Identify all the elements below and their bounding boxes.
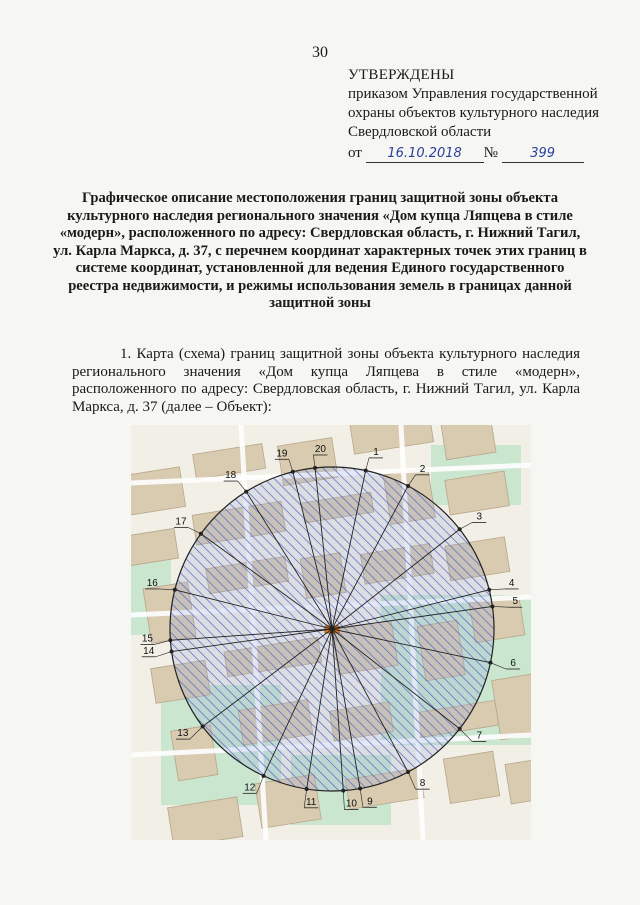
boundary-point <box>170 650 174 654</box>
point-label-7: 7 <box>476 730 483 742</box>
from-label: от <box>348 145 362 161</box>
point-label-3: 3 <box>476 511 483 523</box>
point-label-12: 12 <box>244 782 256 794</box>
boundary-point <box>291 470 295 474</box>
number-label: № <box>483 145 498 161</box>
approval-line-1: приказом Управления государственной <box>348 86 598 102</box>
approval-line-2: охраны объектов культурного наследия <box>348 105 600 121</box>
page-number: 30 <box>312 44 328 61</box>
point-label-18: 18 <box>225 470 237 482</box>
boundary-point <box>406 770 410 774</box>
point-label-5: 5 <box>512 596 519 608</box>
map-svg <box>131 425 531 840</box>
boundary-point <box>168 638 172 642</box>
approval-sign-line <box>348 144 628 163</box>
approval-title: УТВЕРЖДЕНЫ <box>348 67 455 83</box>
point-label-8: 8 <box>419 778 426 790</box>
point-label-14: 14 <box>143 645 155 657</box>
point-label-11: 11 <box>305 796 317 808</box>
document-heading: Графическое описание местоположения границ защитной зоны объекта культурного наследия регионального значения «Дом купца Ляпцева в стиле «модерн», расположенного по адресу: Свердловская область, г. Нижний Тагил, ул. Карла Маркса, д. 37, с перечнем координат характерных точек этих границ в системе координат, установленной для ведения Единого государственного реестра недвижимости, и режимы использования земель в границах данной защитной зоны <box>53 190 587 311</box>
point-label-17: 17 <box>175 516 187 528</box>
section-1-paragraph: 1. Карта (схема) границ защитной зоны объекта культурного наследия регионального значения «Дом купца Ляпцева в стиле «модерн», расположенного по адресу: Свердловская область, г. Нижний Тагил, ул. Карла Маркса, д. 37 (далее – Объект): <box>72 346 580 415</box>
boundary-point <box>199 532 203 536</box>
order-number: 399 <box>502 146 584 163</box>
approval-block <box>348 66 628 163</box>
point-label-10: 10 <box>345 798 357 810</box>
point-label-4: 4 <box>508 577 515 589</box>
point-label-20: 20 <box>314 443 326 455</box>
point-label-15: 15 <box>141 633 153 645</box>
point-label-2: 2 <box>419 463 426 475</box>
zone-layer <box>168 463 494 793</box>
building <box>443 751 499 803</box>
boundary-point <box>406 484 410 488</box>
order-date: 16.10.2018 <box>366 146 484 163</box>
point-label-6: 6 <box>510 658 516 670</box>
protection-zone-map <box>131 425 531 840</box>
point-label-16: 16 <box>146 577 158 589</box>
point-label-13: 13 <box>177 728 189 740</box>
point-label-19: 19 <box>276 448 288 460</box>
point-label-9: 9 <box>367 796 373 808</box>
point-label-1: 1 <box>373 446 379 458</box>
approval-line-3: Свердловской области <box>348 124 492 140</box>
boundary-point <box>364 469 368 473</box>
